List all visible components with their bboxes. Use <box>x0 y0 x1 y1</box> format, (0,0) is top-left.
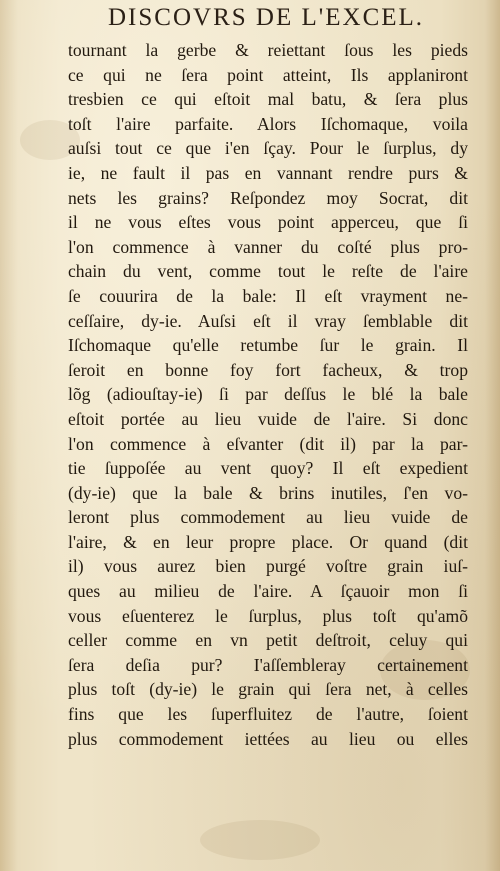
text-line: l'on commence à eſvanter (dit il) par la par- <box>68 433 468 454</box>
text-line: tresbien ce qui eſtoit mal batu, & ſera plus <box>68 89 468 110</box>
text-line: fins que les ſuperfluitez de l'autre, ſoient <box>68 704 468 725</box>
text-line: toſt l'aire parfaite. Alors Iſchomaque, voila <box>68 113 468 134</box>
paper-stain <box>200 820 320 860</box>
text-line: ſera deſia pur? I'aſſembleray certainement <box>68 654 468 675</box>
text-line: tournant la gerbe & reiettant ſous les pieds <box>68 40 468 60</box>
text-line: plus commodement iettées au lieu ou elles <box>68 728 468 749</box>
text-line: l'aire, & en leur propre place. Or quand (dit <box>68 531 468 552</box>
text-line: ceſſaire, dy-ie. Auſsi eſt il vray ſemblable dit <box>68 310 468 331</box>
text-line: il ne vous eſtes vous point apperceu, que ſi <box>68 212 468 233</box>
text-line: Iſchomaque qu'elle retumbe ſur le grain. Il <box>68 335 468 356</box>
text-line: chain du vent, comme tout le reſte de l'aire <box>68 261 468 282</box>
body-text <box>68 38 468 751</box>
text-line: lõg (adiouſtay-ie) ſi par deſſus le blé la bale <box>68 384 468 405</box>
text-line: plus toſt (dy-ie) le grain qui ſera net, à celles <box>68 679 468 700</box>
text-line: vous eſuenterez le ſurplus, plus toſt qu'amõ <box>68 605 468 626</box>
text-line: ques au milieu de l'aire. A ſçauoir mon ſi <box>68 581 468 602</box>
text-line: eſtoit portée au lieu vuide de l'aire. Si donc <box>68 408 468 429</box>
text-line: leront plus commodement au lieu vuide de <box>68 507 468 528</box>
text-line: il) vous aurez bien purgé voſtre grain iuſ- <box>68 556 468 577</box>
text-line: ie, ne fault il pas en vannant rendre purs & <box>68 162 468 183</box>
text-line: ſeroit en bonne foy fort facheux, & trop <box>68 359 468 380</box>
text-line: celler comme en vn petit deſtroit, celuy qui <box>68 630 468 651</box>
text-line: (dy-ie) que la bale & brins inutiles, ſ'en vo- <box>68 482 468 503</box>
text-line: ce qui ne ſera point atteint, Ils applaniront <box>68 64 468 85</box>
running-head: DISCOVRS DE L'EXCEL. <box>108 4 425 31</box>
text-line: ſe couurira de la bale: Il eſt vrayment ne- <box>68 285 468 306</box>
text-line: l'on commence à vanner du coſté plus pro- <box>68 236 468 257</box>
text-line: nets les grains? Reſpondez moy Socrat, dit <box>68 187 468 208</box>
text-line: auſsi tout ce que i'en ſçay. Pour le ſurplus, dy <box>68 138 468 159</box>
text-line: tie ſuppoſée au vent quoy? Il eſt expedient <box>68 458 468 479</box>
